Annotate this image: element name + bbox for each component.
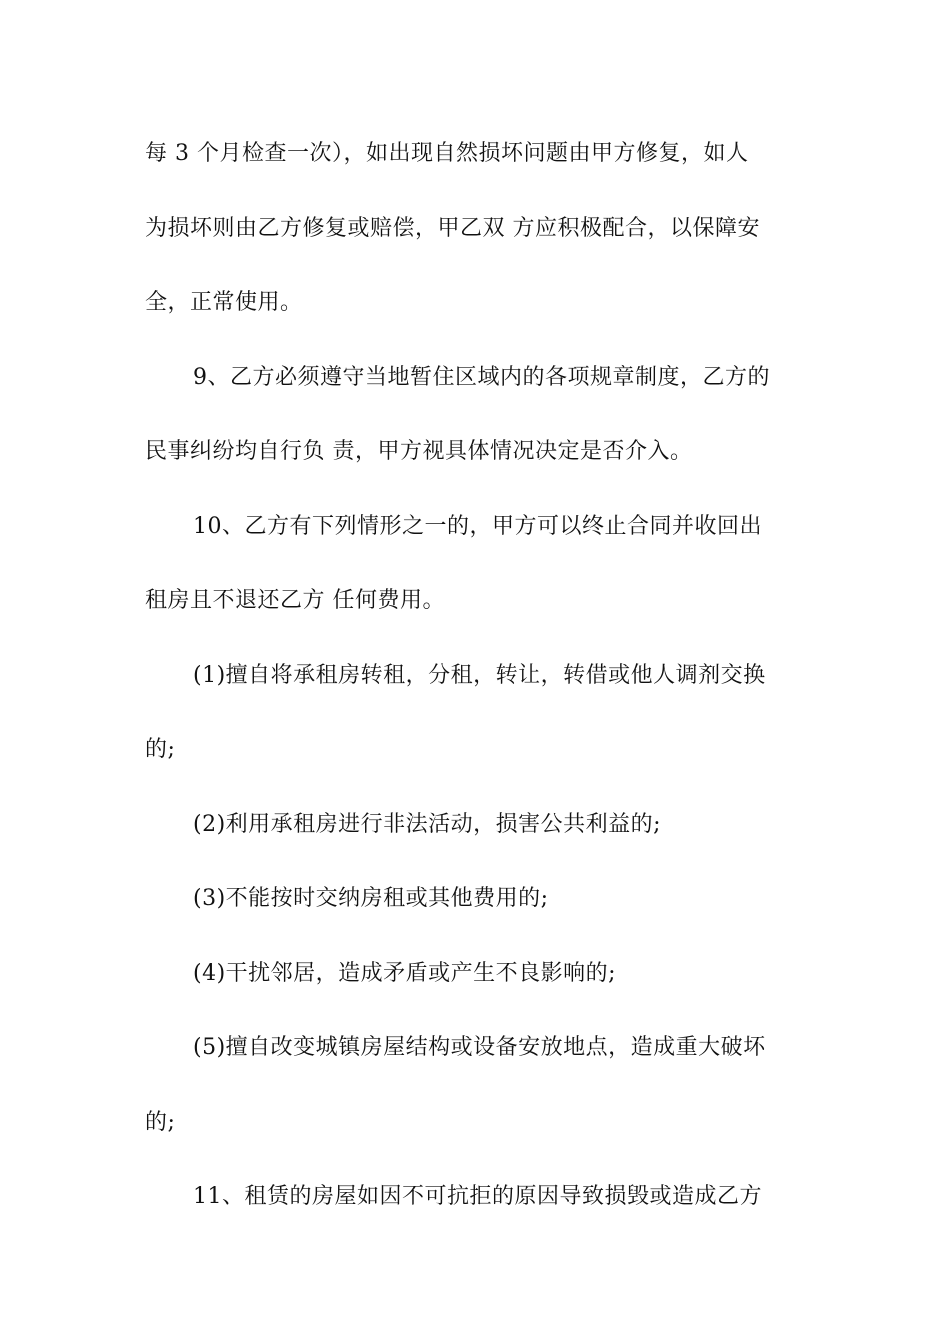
list-item-line: (3)不能按时交纳房租或其他费用的; bbox=[193, 886, 549, 911]
list-item-line: (1)擅自将承租房转租，分租，转让，转借或他人调剂交换 bbox=[193, 663, 766, 688]
list-item-line: (4)干扰邻居，造成矛盾或产生不良影响的; bbox=[193, 961, 617, 986]
list-item-line: (2)利用承租房进行非法活动，损害公共利益的; bbox=[193, 812, 662, 837]
paragraph-start-line: 11、租赁的房屋如因不可抗拒的原因导致损毁或造成乙方 bbox=[193, 1184, 762, 1209]
list-item-line: (5)擅自改变城镇房屋结构或设备安放地点，造成重大破坏 bbox=[193, 1035, 766, 1060]
paragraph-start-line: 10、乙方有下列情形之一的，甲方可以终止合同并收回出 bbox=[193, 514, 762, 539]
text-line: 租房且不退还乙方 任何费用。 bbox=[145, 588, 445, 613]
text-line: 全，正常使用。 bbox=[145, 290, 303, 315]
text-line: 的; bbox=[145, 737, 176, 762]
paragraph-start-line: 9、乙方必须遵守当地暂住区域内的各项规章制度，乙方的 bbox=[193, 365, 770, 390]
text-line: 的; bbox=[145, 1110, 176, 1135]
text-line: 民事纠纷均自行负 责，甲方视具体情况决定是否介入。 bbox=[145, 439, 693, 464]
text-line: 每 3 个月检查一次），如出现自然损坏问题由甲方修复，如人 bbox=[145, 141, 749, 166]
text-line: 为损坏则由乙方修复或赔偿，甲乙双 方应积极配合，以保障安 bbox=[145, 216, 760, 241]
